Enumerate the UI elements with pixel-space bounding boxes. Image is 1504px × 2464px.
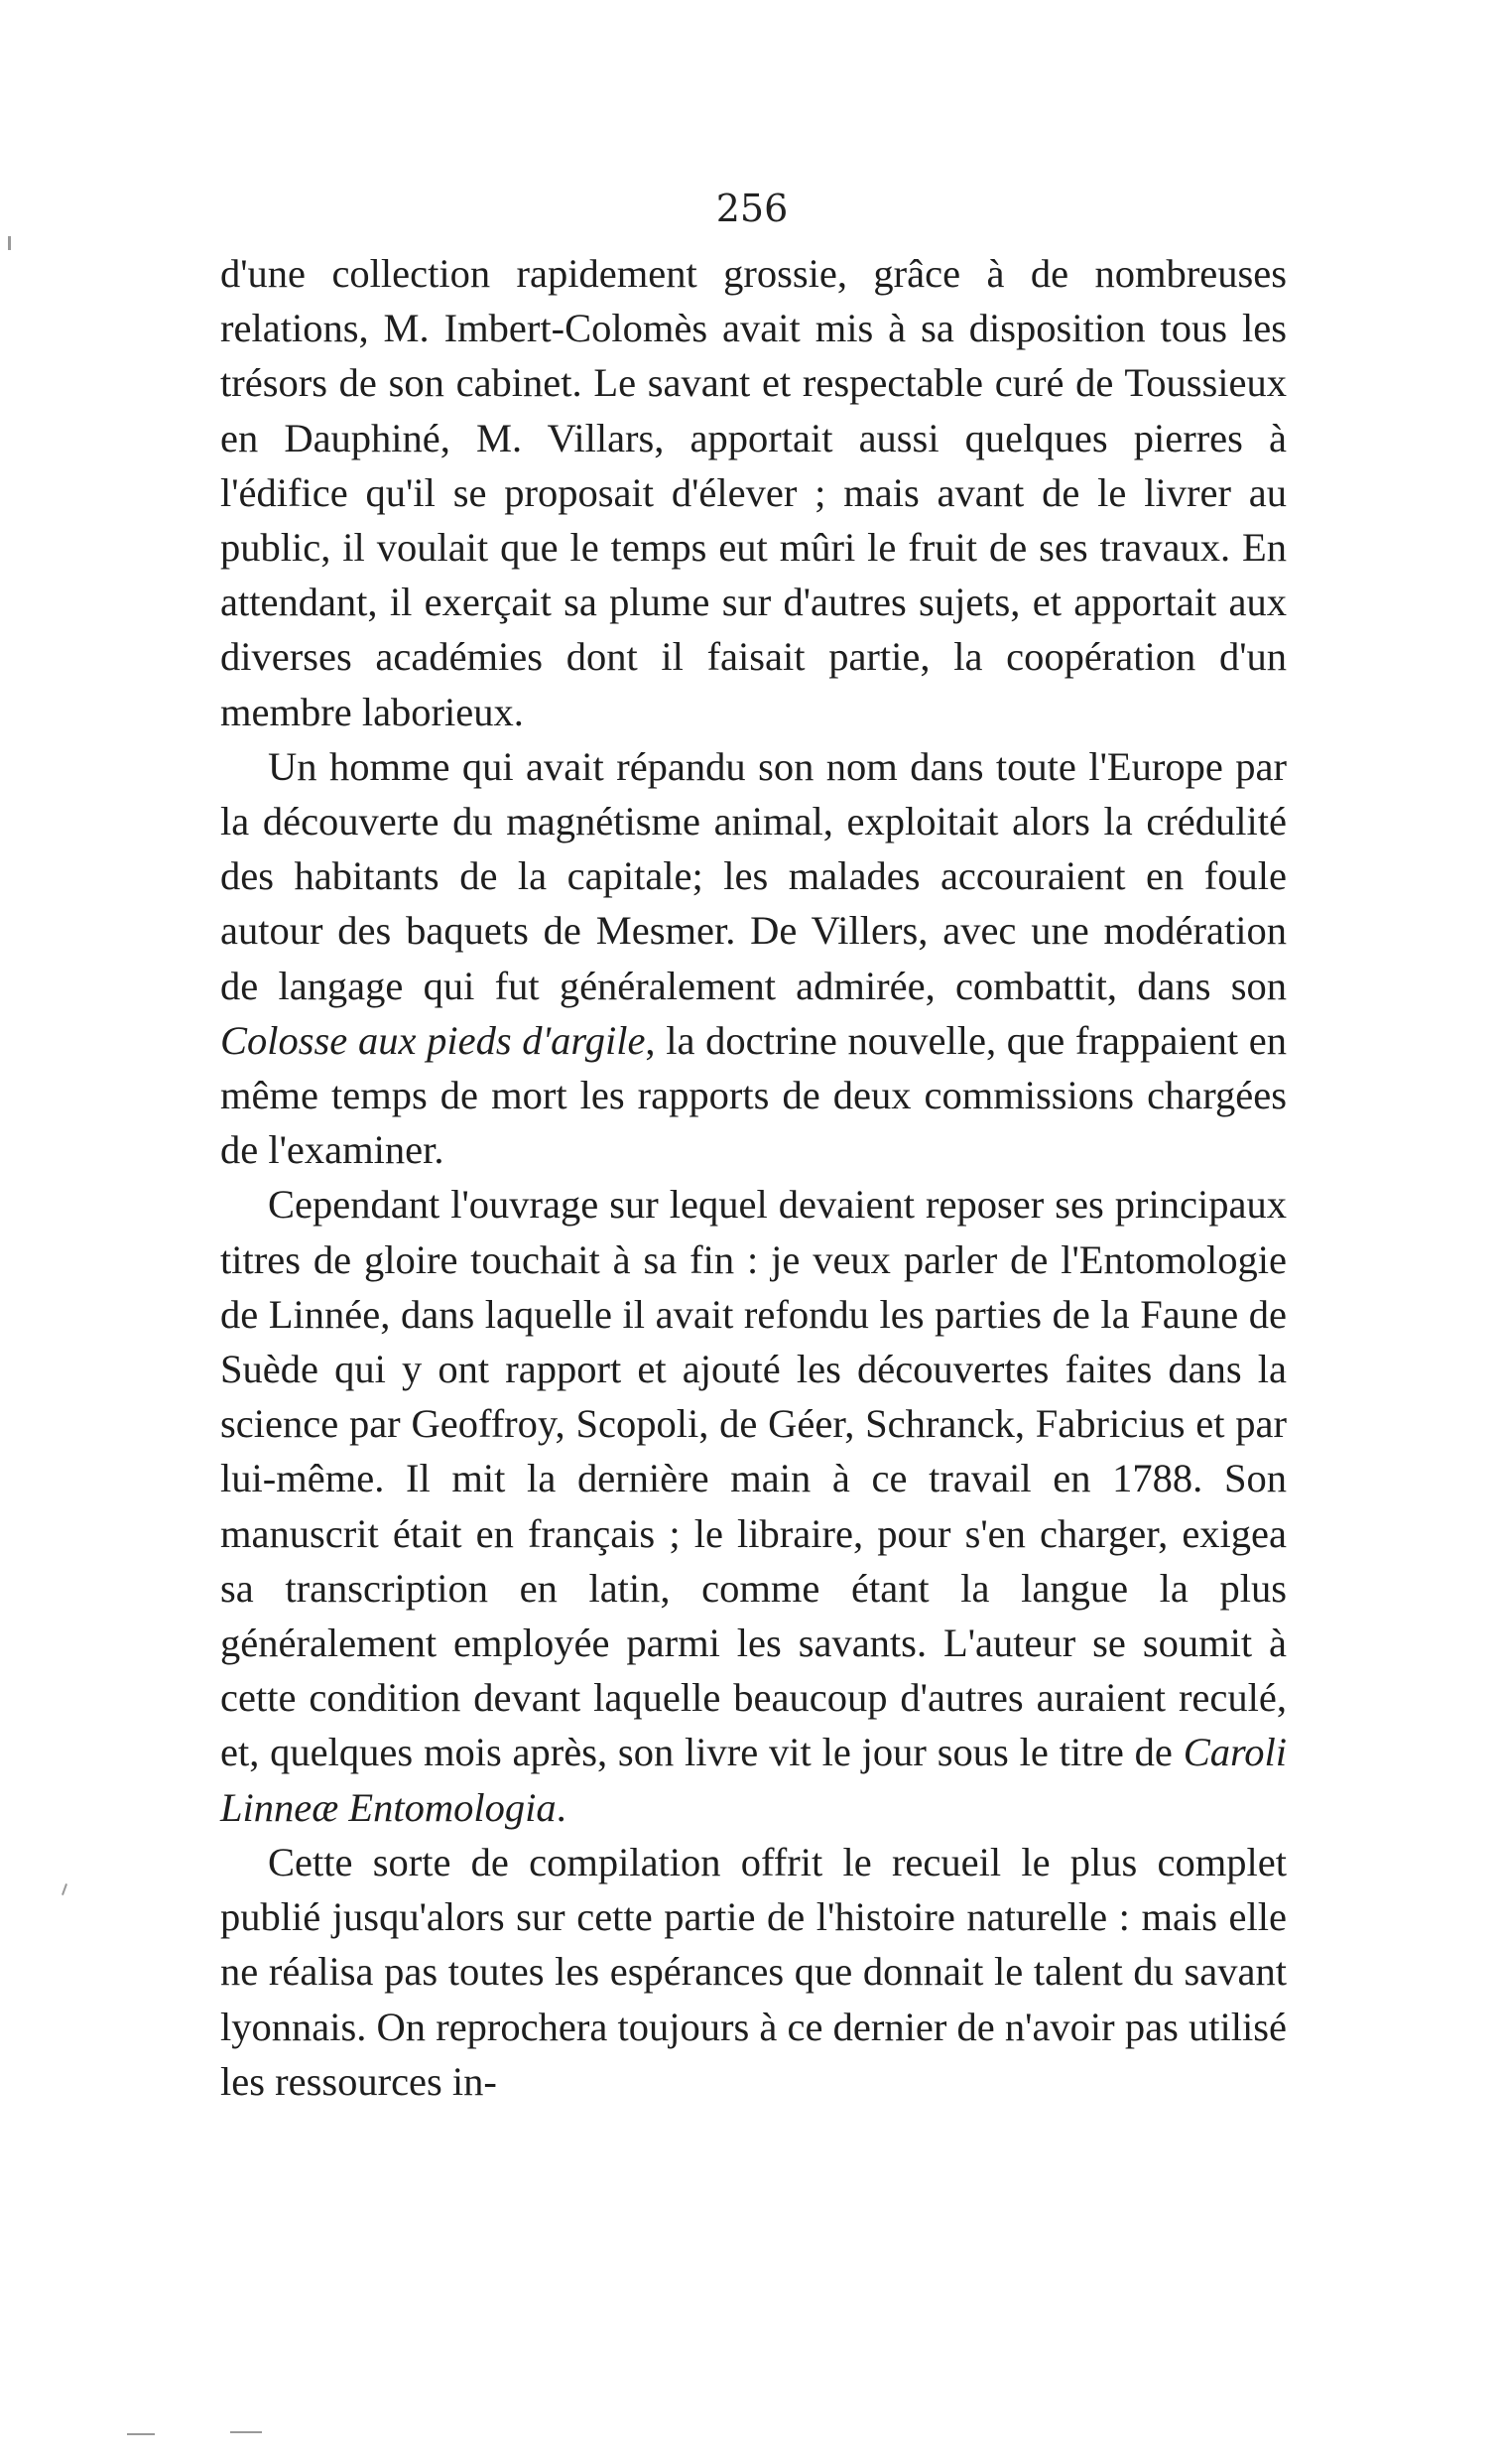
paragraph-1-text: d'une collection rapidement grossie, grâce à de nombreuses relations, M. Imbert-Colomès avait mis à sa disposition tous les trésors de son cabinet. Le savant et respectable curé de Toussieux en Dauphiné, M. Villars, apportait aussi quelques pierres à l'édifice qu'il se proposait d'élever ; mais avant de le livrer au public, il voulait que le temps eut mûri le fruit de ses travaux. En attendant, il exerçait sa plume sur d'autres sujets, et apportait aux diverses académies dont il faisait partie, la coopération d'un membre laborieux. [220, 251, 1287, 734]
paragraph-2-text-a: Un homme qui avait répandu son nom dans toute l'Europe par la découverte du magnétisme animal, exploitait alors la crédulité des habitants de la capitale; les malades accouraient en foule autour des baquets de Mesmer. De Villers, avec une modération de langage qui fut généralement admirée, combattit, dans son [220, 743, 1287, 1008]
book-title-colosse: Colosse aux pieds d'argile [220, 1017, 646, 1063]
scan-speck [8, 236, 11, 250]
paragraph-3 [220, 1177, 1287, 1834]
scan-speck [230, 2431, 262, 2433]
scan-speck [127, 2433, 155, 2435]
paragraph-3-text-b: . [556, 1784, 566, 1830]
paragraph-4-text: Cette sorte de compilation offrit le recueil le plus complet publié jusqu'alors sur cette partie de l'histoire naturelle : mais elle ne réalisa pas toutes les espérances que donnait le talent du savant lyonnais. On reprochera toujours à ce dernier de n'avoir pas utilisé les ressources in- [220, 1839, 1287, 2104]
paragraph-1 [220, 246, 1287, 739]
book-title-entomologia: Caroli Linneæ Entomologia [220, 1730, 1287, 1830]
paragraph-3-text-a: Cependant l'ouvrage sur lequel devaient reposer ses principaux titres de gloire touchait à sa fin : je veux parler de l'Entomologie de Linnée, dans laquelle il avait refondu les parties de la Faune de Suède qui y ont rapport et ajouté les découvertes faites dans la science par Geoffroy, Scopoli, de Géer, Schranck, Fabricius et par lui-même. Il mit la dernière main à ce travail en 1788. Son manuscrit était en français ; le libraire, pour s'en charger, exigea sa transcription en latin, comme étant la langue la plus généralement employée parmi les savants. L'auteur se soumit à cette condition devant laquelle beaucoup d'autres auraient reculé, et, quelques mois après, son livre vit le jour sous le titre de [220, 1182, 1287, 1775]
paragraph-4 [220, 1835, 1287, 2109]
body-text [220, 246, 1287, 2109]
paragraph-2-text-b: , la doctrine nouvelle, que frappaient en même temps de mort les rapports de deux commissions chargées de l'examiner. [220, 1017, 1287, 1173]
paragraph-2 [220, 739, 1287, 1178]
scan-speck [62, 1883, 67, 1895]
page-number: 256 [715, 187, 789, 230]
